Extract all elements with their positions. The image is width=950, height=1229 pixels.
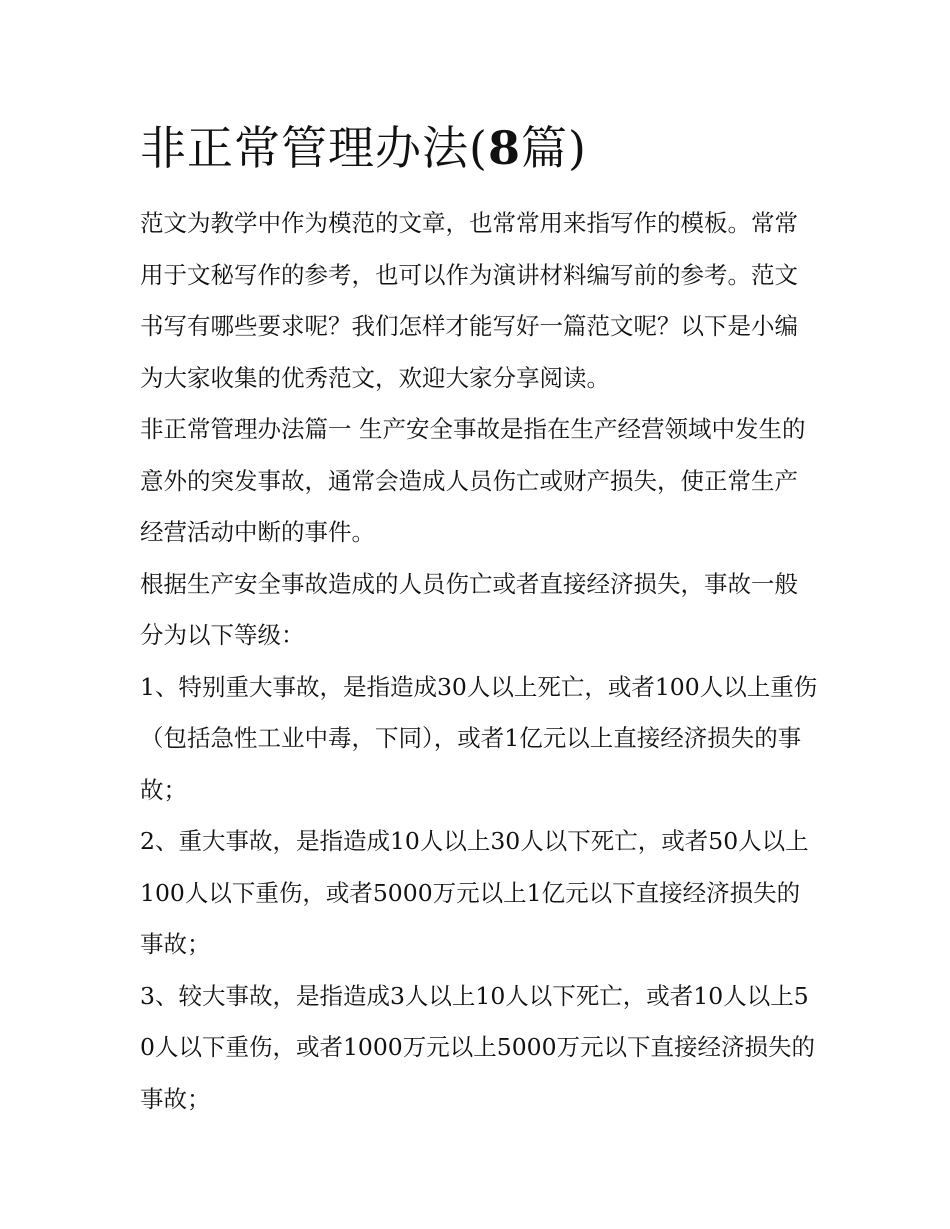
title-suffix: 篇) — [520, 121, 587, 175]
title-number: 8 — [487, 121, 521, 175]
paragraph-classification: 根据生产安全事故造成的人员伤亡或者直接经济损失，事故一般分为以下等级： — [140, 569, 798, 649]
paragraph-definition: 非正常管理办法篇一 生产安全事故是指在生产经营领域中发生的意外的突发事故，通常会造成人员伤亡或财产损失，使正常生产经营活动中断的事件。 — [140, 415, 806, 546]
paragraph-level-1: 1、特别重大事故，是指造成30人以上死亡，或者100人以上重伤（包括急性工业中毒，下同），或者1亿元以上直接经济损失的事故； — [140, 672, 818, 804]
paragraph-level-3: 3、较大事故，是指造成3人以上10人以下死亡，或者10人以上50人以下重伤，或者1000万元以上5000万元以下直接经济损失的事故； — [140, 981, 816, 1113]
title-prefix: 非正常管理办法( — [140, 121, 488, 175]
paragraph-intro: 范文为教学中作为模范的文章，也常常用来指写作的模板。常常用于文秘写作的参考，也可以作为演讲材料编写前的参考。范文书写有哪些要求呢？我们怎样才能写好一篇范文呢？以下是小编为大家收集的优秀范文，欢迎大家分享阅读。 — [140, 209, 798, 392]
document-page — [140, 118, 820, 1125]
document-title — [140, 118, 820, 178]
document-body — [140, 198, 820, 1125]
paragraph-level-2: 2、重大事故，是指造成10人以上30人以下死亡，或者50人以上100人以下重伤，或者5000万元以上1亿元以下直接经济损失的事故； — [140, 827, 809, 958]
